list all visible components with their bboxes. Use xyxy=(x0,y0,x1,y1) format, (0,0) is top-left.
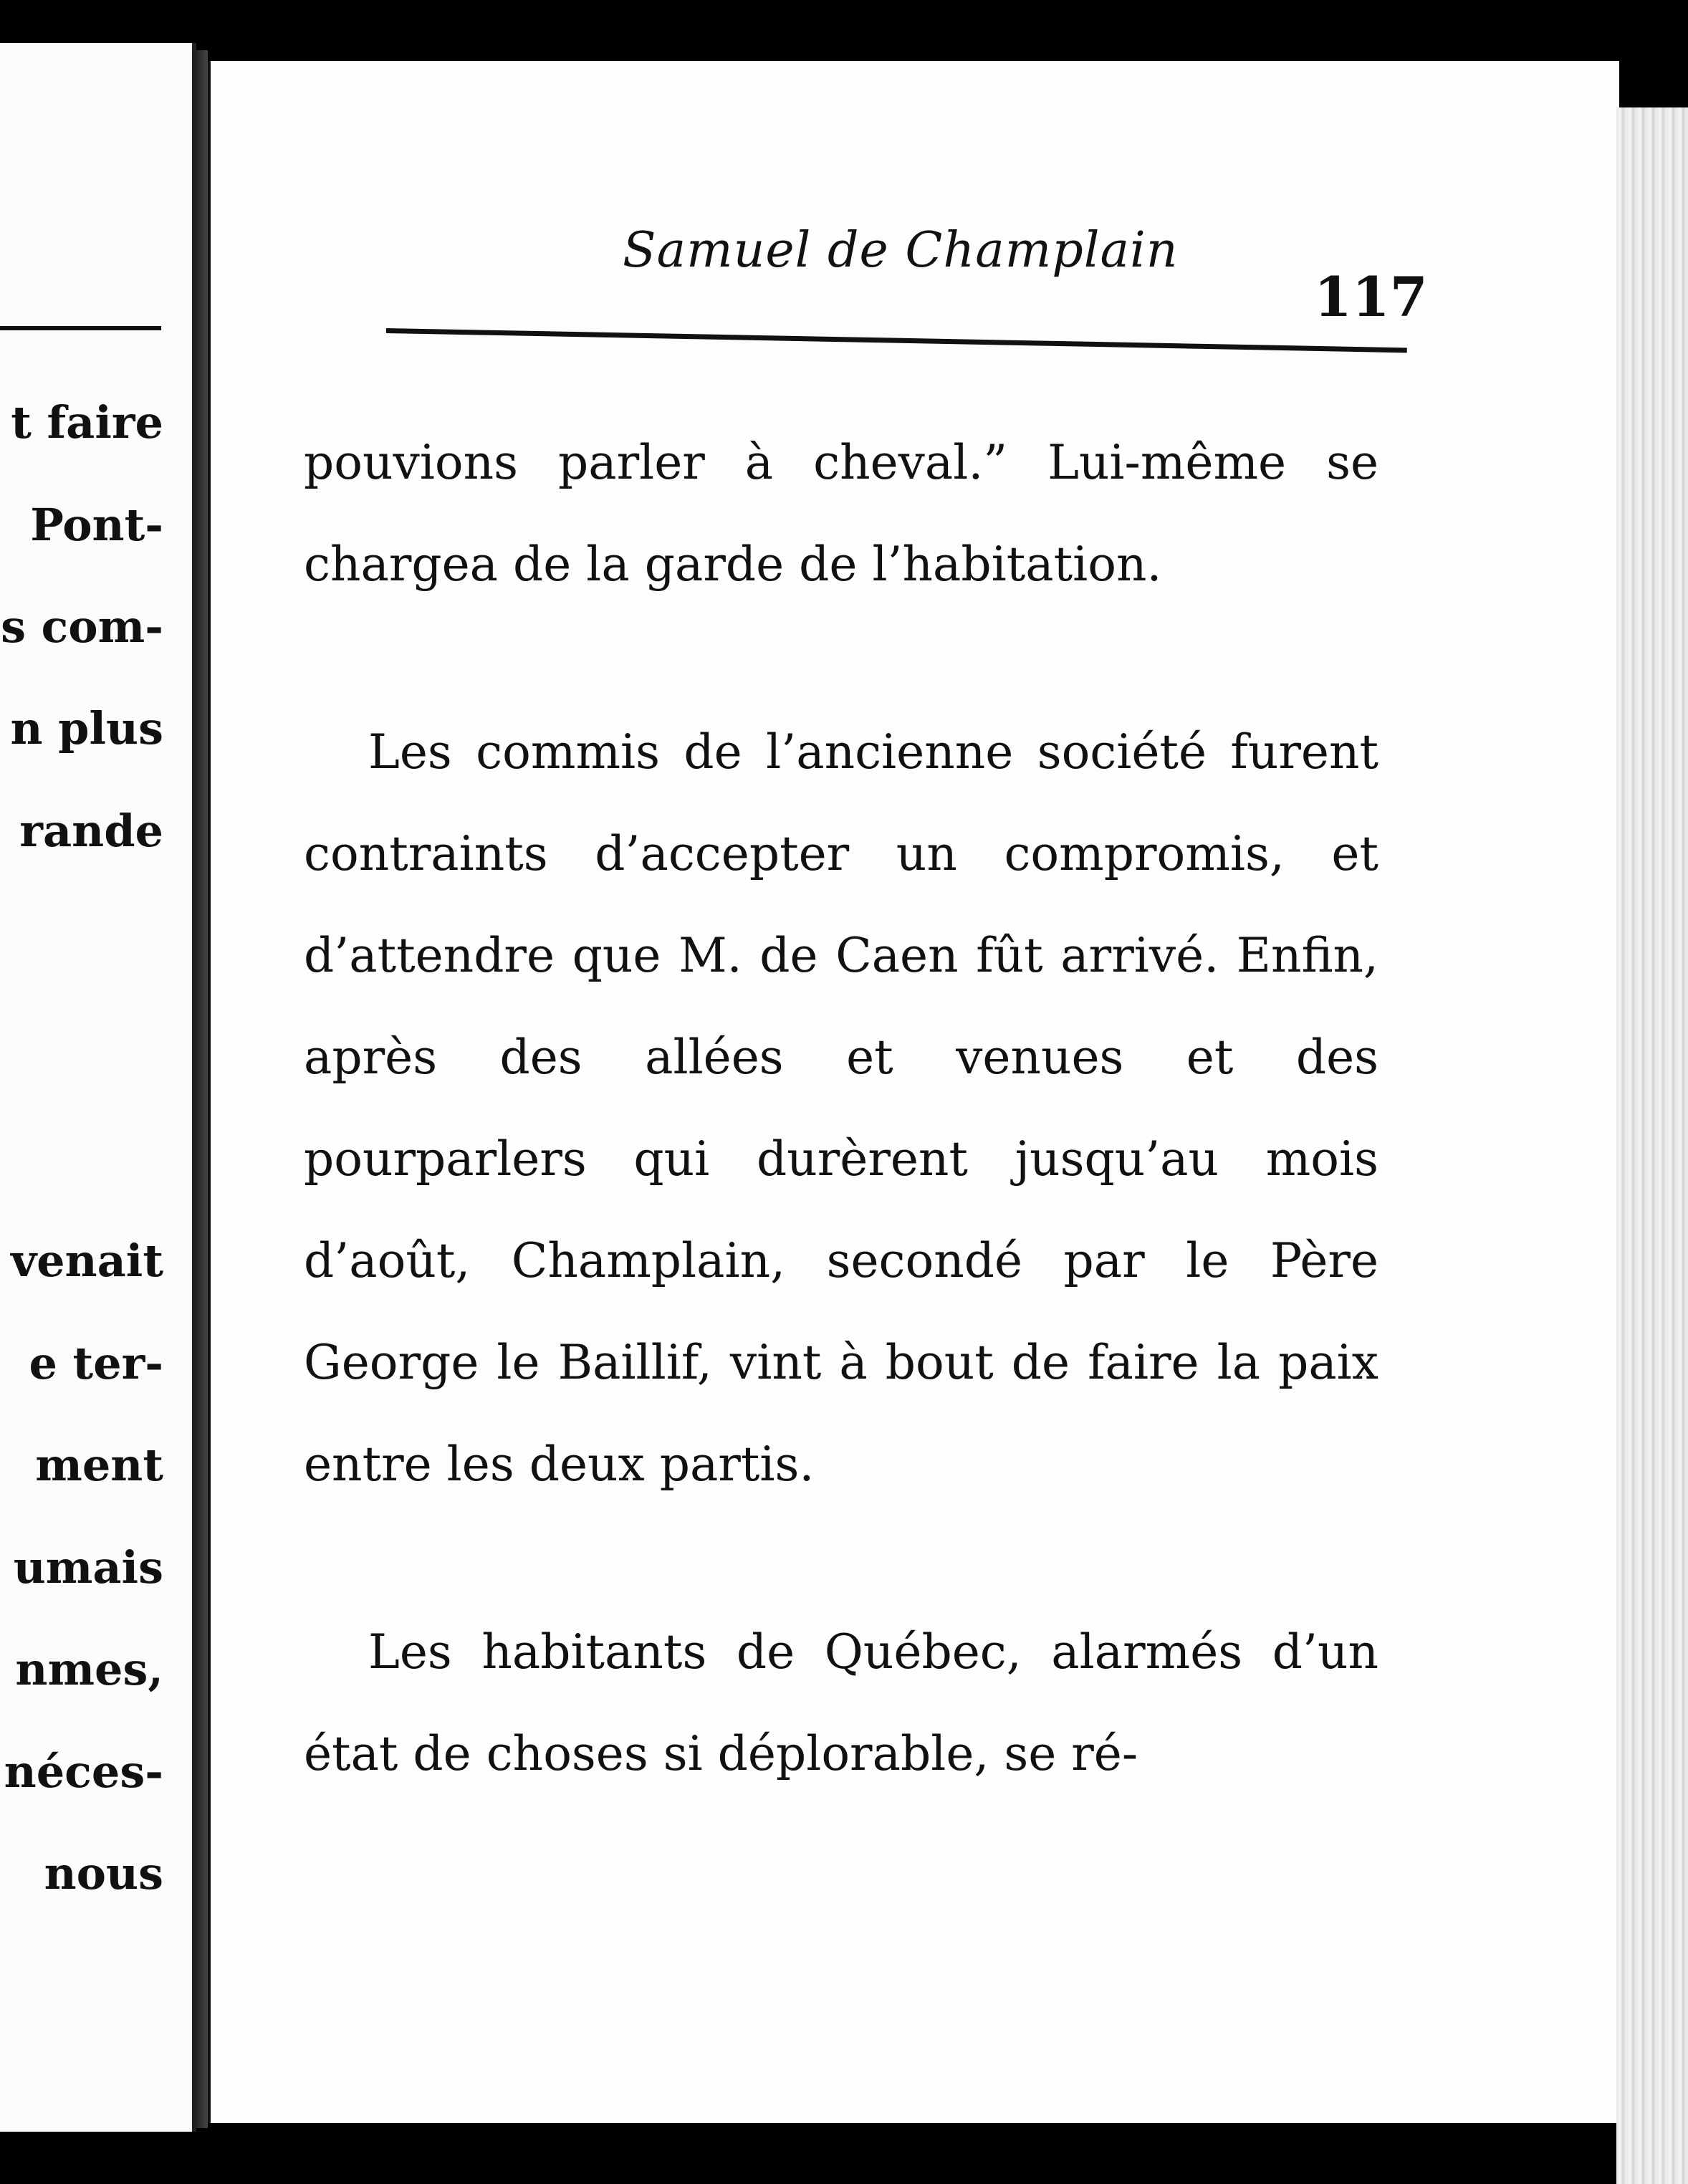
left-page-line: nous xyxy=(44,1847,163,1900)
left-page-line: rande xyxy=(19,805,163,857)
book-gutter xyxy=(192,50,208,2128)
book-fore-edge xyxy=(1616,107,1688,2184)
left-page-line: umais xyxy=(13,1541,163,1594)
page-number: 117 xyxy=(1314,265,1428,329)
left-page-line: néces- xyxy=(4,1745,163,1798)
left-page xyxy=(0,43,196,2132)
paragraph: Les habitants de Québec, alarmés d’un état de choses si déplorable, se ré- xyxy=(304,1624,1378,1781)
left-page-line: t faire xyxy=(11,396,163,449)
left-page-line: venait xyxy=(11,1235,163,1287)
left-page-line: ment xyxy=(35,1439,163,1491)
left-page-line: s com- xyxy=(1,600,163,653)
body-text xyxy=(304,412,1378,1805)
left-page-line: Pont- xyxy=(30,499,163,551)
left-page-rule xyxy=(0,326,161,330)
header-rule xyxy=(386,328,1407,353)
right-page xyxy=(208,61,1619,2123)
left-page-line: nmes, xyxy=(15,1643,163,1695)
left-page-line: e ter- xyxy=(29,1337,163,1389)
running-head: Samuel de Champlain xyxy=(623,222,1179,279)
paragraph: Les commis de l’ancienne société furent contraints d’accepter un compromis, et d’attendre que M. de Caen fût arrivé. Enfin, après des allées et venues et des pourparlers qui durèrent jusqu’au mois d’août, Champlain, secondé par le Père George le Baillif, vint à bout de faire la paix entre les deux partis. xyxy=(304,724,1378,1492)
left-page-line: n plus xyxy=(10,702,163,755)
paragraph-continuation: pouvions parler à cheval.” Lui-même se chargea de la garde de l’habitation. xyxy=(304,435,1378,592)
